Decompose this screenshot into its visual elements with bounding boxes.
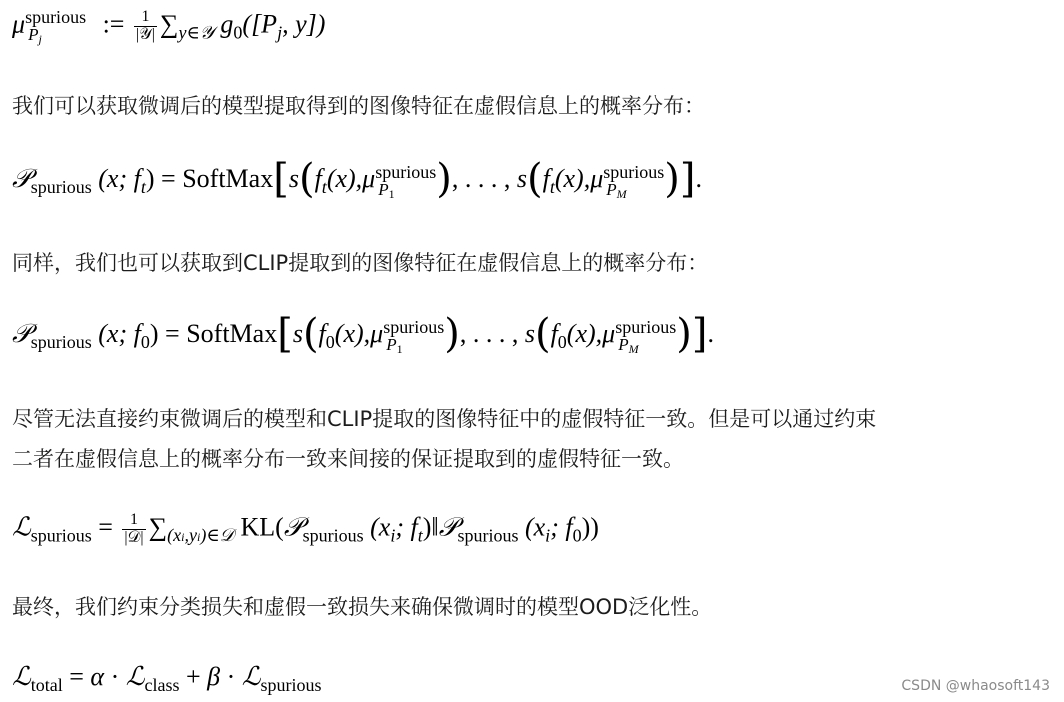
f-symbol: f xyxy=(314,164,322,193)
sum-subscript xyxy=(167,525,234,545)
l-spurious-subscript: spurious xyxy=(260,675,322,695)
calligraphic-l: ℒ xyxy=(12,662,31,692)
close-paren: ) xyxy=(664,156,680,202)
f-subscript: t xyxy=(321,177,327,197)
l-total-subscript: total xyxy=(30,675,63,695)
close-bracket: ] xyxy=(679,156,696,202)
plus-operator: + xyxy=(185,662,201,691)
alpha-symbol: α xyxy=(90,662,105,691)
p-arg-open: (x xyxy=(370,512,391,542)
kl-text: KL( xyxy=(240,512,284,542)
paragraph-constraint-line2: 二者在虚假信息上的概率分布一致来间接的保证提取到的虚假特征一致。 xyxy=(12,447,684,471)
p-subscript: spurious xyxy=(302,525,364,546)
mu-subscript: P xyxy=(378,179,389,199)
paragraph-final-loss: 最终，我们约束分类损失和虚假一致损失来确保微调时的模型OOD泛化性。 xyxy=(12,595,713,619)
paragraph-finetuned-distribution: 我们可以获取微调后的模型提取得到的图像特征在虚假信息上的概率分布： xyxy=(12,94,705,118)
period: . xyxy=(707,319,714,348)
sum-sub-mid: ,y xyxy=(184,525,197,546)
open-paren: ( xyxy=(526,156,543,202)
open-paren: ( xyxy=(302,311,319,357)
fraction-1-over-y xyxy=(134,9,157,44)
equation-p-spurious-ft xyxy=(12,156,702,202)
p-arg-end: )‖ xyxy=(422,512,439,542)
mu-subscript-index: M xyxy=(628,341,639,356)
s-function: s xyxy=(516,164,527,193)
g-function: g xyxy=(220,9,234,39)
sum-symbol: ∑ xyxy=(159,9,179,39)
f-subscript: 0 xyxy=(557,332,567,352)
paragraph-clip-distribution: 同样，我们也可以获取到CLIP提取到的图像特征在虚假信息上的概率分布： xyxy=(12,251,709,275)
fraction-numerator: 1 xyxy=(134,9,157,27)
fraction-numerator: 1 xyxy=(122,512,145,530)
mu-subscript-index: 1 xyxy=(388,186,395,201)
calligraphic-l: ℒ xyxy=(125,662,145,692)
g-arguments-end: , y]) xyxy=(282,9,326,39)
equals-operator: = xyxy=(165,319,180,348)
open-bracket: [ xyxy=(273,156,289,202)
equals-operator: = xyxy=(69,662,84,691)
mu-superscript: spurious xyxy=(375,161,437,182)
f-subscript: 0 xyxy=(325,332,335,352)
mu-symbol: μ xyxy=(12,9,26,39)
f-symbol: f xyxy=(542,164,550,193)
mu-subscript-index: 1 xyxy=(396,341,403,356)
p-close: ) xyxy=(149,319,159,348)
mu-subscript: P xyxy=(618,334,629,354)
p-arg-mid: ; f xyxy=(395,512,418,542)
mu-superscript: spurious xyxy=(603,161,665,182)
ellipsis: , . . . , xyxy=(459,319,519,348)
open-paren: ( xyxy=(534,311,551,357)
calligraphic-l: ℒ xyxy=(12,512,31,543)
fraction-1-over-d xyxy=(122,512,145,547)
open-bracket: [ xyxy=(277,311,293,357)
p-arguments: (x; f xyxy=(98,319,141,348)
paragraph-constraint-line1: 尽管无法直接约束微调后的模型和CLIP提取的图像特征中的虚假特征一致。但是可以通过约束 xyxy=(12,407,877,431)
equation-mu-spurious xyxy=(12,8,325,45)
dot-operator: · xyxy=(110,662,120,691)
p-close: ) xyxy=(145,164,155,193)
dot-operator: · xyxy=(226,662,236,691)
g-subscript: 0 xyxy=(233,22,243,43)
mu-superscript: spurious xyxy=(383,316,445,337)
g-arg-subscript: j xyxy=(277,22,283,43)
mu-subscript: P xyxy=(28,25,39,44)
l-class-subscript: class xyxy=(144,675,180,695)
p-arg-open: (x xyxy=(524,512,546,542)
mu-superscript: spurious xyxy=(25,7,87,27)
open-paren: ( xyxy=(298,156,315,202)
f-argument: (x), xyxy=(326,164,363,193)
mu-subscript-index: M xyxy=(616,186,627,201)
calligraphic-p: 𝒫 xyxy=(438,512,458,543)
softmax-text: SoftMax xyxy=(186,319,278,348)
equals-operator: = xyxy=(98,512,113,542)
calligraphic-p: 𝒫 xyxy=(12,164,31,194)
mu-symbol: μ xyxy=(602,319,616,348)
calligraphic-p: 𝒫 xyxy=(283,512,303,543)
p-arg-0: 0 xyxy=(572,525,582,546)
f-argument: (x), xyxy=(554,164,591,193)
close-paren: ) xyxy=(444,311,460,357)
p-arg-t: t xyxy=(417,525,423,546)
close-paren: ) xyxy=(436,156,452,202)
mu-symbol: μ xyxy=(370,319,384,348)
f-subscript: t xyxy=(549,177,555,197)
p-arg-end: )) xyxy=(581,512,599,542)
assign-operator: := xyxy=(102,9,125,39)
l-subscript: spurious xyxy=(30,525,92,546)
equals-operator: = xyxy=(161,164,176,193)
p-subscript: spurious xyxy=(30,332,92,352)
s-function: s xyxy=(288,164,299,193)
p-argument-subscript: 0 xyxy=(140,332,150,352)
fraction-denominator: |𝒴| xyxy=(135,26,155,43)
sum-sub-i2: i xyxy=(196,530,201,545)
mu-subscript: P xyxy=(386,334,397,354)
mu-symbol: μ xyxy=(590,164,604,193)
equation-l-spurious xyxy=(12,512,599,547)
fraction-denominator: |𝒟| xyxy=(124,528,144,546)
p-arg-i: i xyxy=(390,525,396,546)
mu-symbol: μ xyxy=(362,164,376,193)
beta-symbol: β xyxy=(207,662,221,691)
p-subscript: spurious xyxy=(457,525,519,546)
s-function: s xyxy=(524,319,535,348)
calligraphic-p: 𝒫 xyxy=(12,319,31,349)
s-function: s xyxy=(292,319,303,348)
mu-subscript: P xyxy=(606,179,617,199)
f-symbol: f xyxy=(318,319,326,348)
f-argument: (x), xyxy=(566,319,603,348)
equation-p-spurious-clip xyxy=(12,311,714,357)
g-arguments: ([P xyxy=(242,9,278,39)
sum-subscript: y∈𝒴 xyxy=(178,22,214,43)
p-arg-mid: ; f xyxy=(550,512,573,542)
period: . xyxy=(695,164,702,193)
p-arg-i: i xyxy=(545,525,551,546)
p-arguments: (x; f xyxy=(98,164,141,193)
sum-sub-open: (x xyxy=(167,525,182,546)
softmax-text: SoftMax xyxy=(182,164,274,193)
p-argument-subscript: t xyxy=(140,177,146,197)
sum-sub-i: i xyxy=(181,530,185,545)
sum-sub-end: )∈𝒟 xyxy=(200,525,235,546)
ellipsis: , . . . , xyxy=(451,164,511,193)
calligraphic-l: ℒ xyxy=(241,662,261,692)
equation-l-total xyxy=(12,662,322,696)
f-symbol: f xyxy=(550,319,558,348)
f-argument: (x), xyxy=(334,319,371,348)
mu-superscript: spurious xyxy=(615,316,677,337)
mu-subsubscript: j xyxy=(38,32,42,46)
p-subscript: spurious xyxy=(30,177,92,197)
sum-symbol: ∑ xyxy=(148,512,168,542)
watermark: CSDN @whaosoft143 xyxy=(901,678,1050,694)
close-bracket: ] xyxy=(691,311,708,357)
close-paren: ) xyxy=(676,311,692,357)
